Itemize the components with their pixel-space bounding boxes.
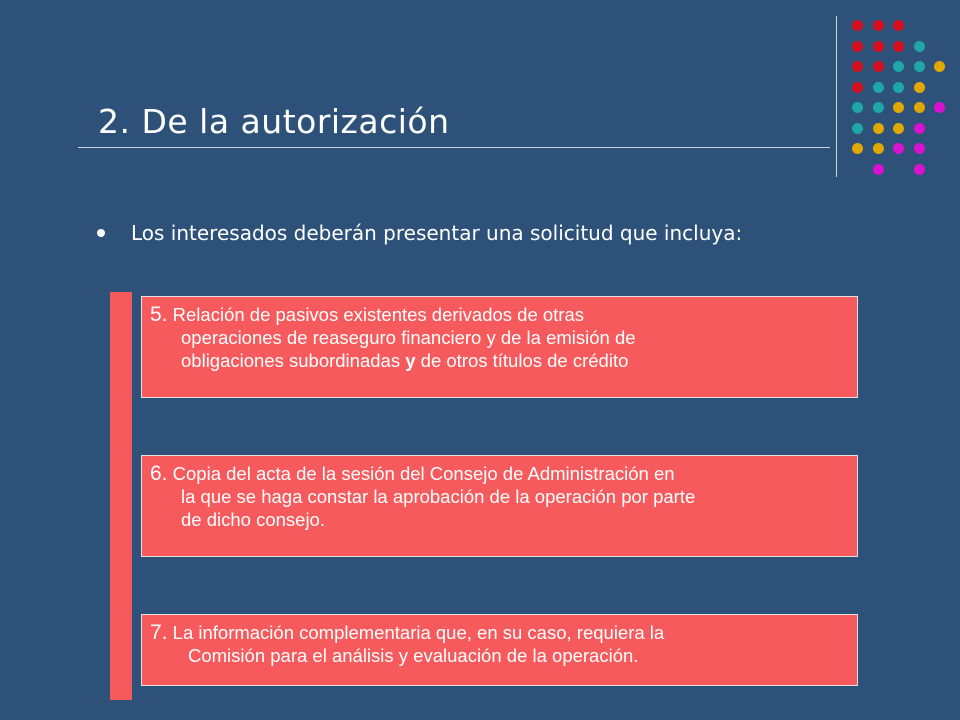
item-box-5 xyxy=(141,296,858,398)
bullet-icon xyxy=(97,229,105,237)
decorative-dot xyxy=(893,41,904,52)
decorative-dot xyxy=(934,102,945,113)
decorative-dot xyxy=(873,143,884,154)
decorative-dot xyxy=(852,143,863,154)
decorative-dot xyxy=(893,123,904,134)
item-5-line-1: 5. Relación de pasivos existentes derivados de otras xyxy=(150,303,585,326)
item-box-6 xyxy=(141,455,858,557)
decorative-dot xyxy=(852,20,863,31)
decorative-dot xyxy=(873,164,884,175)
decorative-dot xyxy=(914,164,925,175)
decorative-dot xyxy=(852,102,863,113)
item-5-line-3: obligaciones subordinadas y de otros títulos de crédito xyxy=(181,350,629,371)
decorative-dot xyxy=(873,20,884,31)
decorative-dot xyxy=(893,20,904,31)
item-number: 5. xyxy=(150,303,168,326)
decorative-dot xyxy=(852,41,863,52)
decorative-dot xyxy=(914,102,925,113)
decorative-dot xyxy=(873,102,884,113)
item-7-line-2: Comisión para el análisis y evaluación de la operación. xyxy=(188,645,639,666)
decorative-dot xyxy=(873,123,884,134)
title-divider xyxy=(78,147,830,148)
decorative-dot xyxy=(893,82,904,93)
decorative-dot xyxy=(914,143,925,154)
decorative-dot xyxy=(873,41,884,52)
vertical-divider xyxy=(836,16,837,177)
accent-side-bar xyxy=(110,292,132,700)
decorative-dot xyxy=(914,61,925,72)
decorative-dot xyxy=(873,61,884,72)
decorative-dot xyxy=(914,82,925,93)
decorative-dot xyxy=(852,82,863,93)
item-6-line-3: de dicho consejo. xyxy=(181,509,325,530)
item-6-line-1: 6. Copia del acta de la sesión del Consejo de Administración en xyxy=(150,462,675,485)
decorative-dot xyxy=(873,82,884,93)
item-box-7 xyxy=(141,614,858,686)
decorative-dot xyxy=(914,41,925,52)
item-6-line-2: la que se haga constar la aprobación de la operación por parte xyxy=(181,486,696,507)
decorative-dot xyxy=(934,61,945,72)
decorative-dot xyxy=(893,143,904,154)
bullet-text: Los interesados deberán presentar una solicitud que incluya: xyxy=(131,221,743,245)
decorative-dot xyxy=(893,102,904,113)
decorative-dot xyxy=(893,61,904,72)
item-number: 7. xyxy=(150,621,168,644)
item-7-line-1: 7. La información complementaria que, en su caso, requiera la xyxy=(150,621,665,644)
item-5-line-2: operaciones de reaseguro financiero y de la emisión de xyxy=(181,327,636,348)
slide-title: 2. De la autorización xyxy=(98,102,450,141)
item-number: 6. xyxy=(150,462,168,485)
decorative-dot xyxy=(852,123,863,134)
decorative-dot xyxy=(914,123,925,134)
decorative-dot xyxy=(852,61,863,72)
